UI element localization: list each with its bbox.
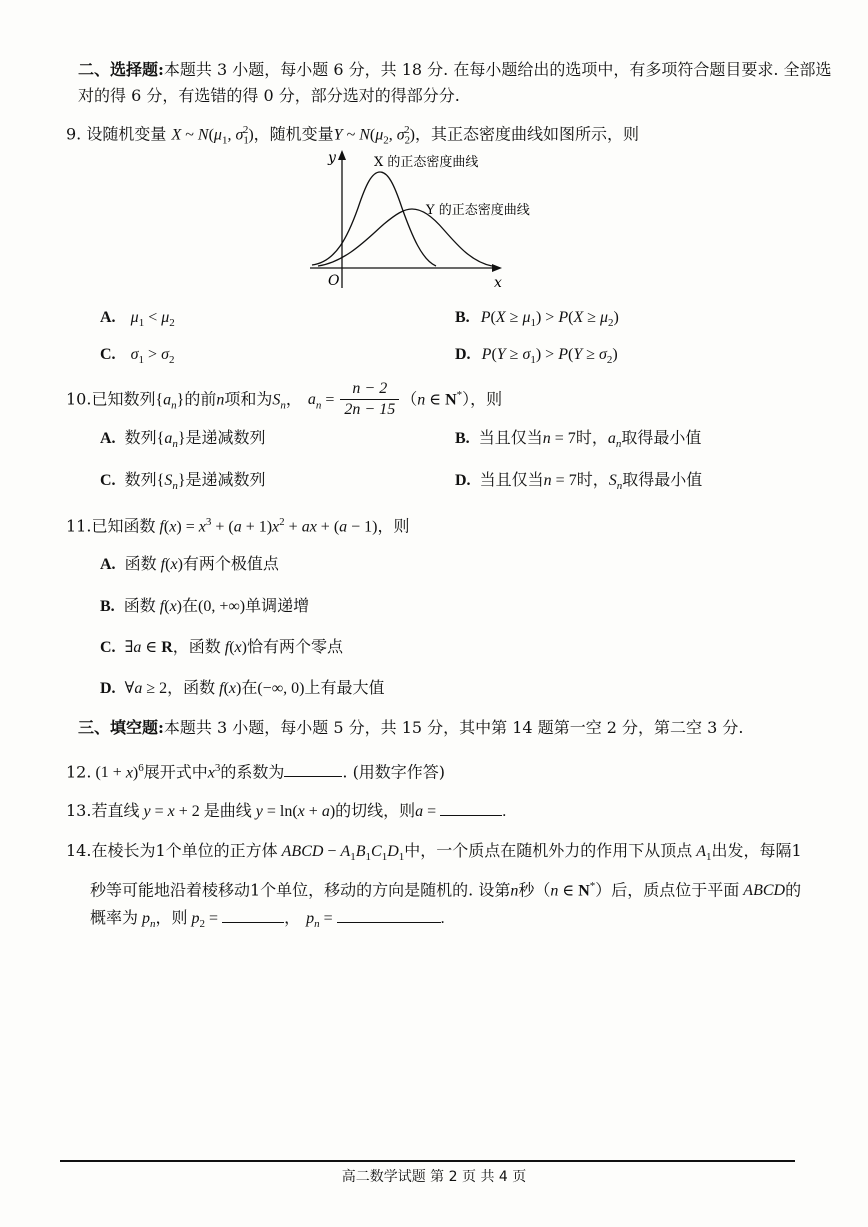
q11-option-c: C. ∃a ∈ R，函数 f(x)恰有两个零点 <box>100 637 343 656</box>
graph-origin-label: O <box>328 273 340 289</box>
q11-option-b: B. 函数 f(x)在(0, +∞)单调递增 <box>100 596 310 615</box>
q11-option-a-text1: 函数 <box>124 554 157 573</box>
graph-x-curve-label: X 的正态密度曲线 <box>374 155 479 170</box>
q10-stem-c: 项和为 <box>224 389 273 409</box>
q10-option-d-text2: 时， <box>576 470 609 489</box>
q9-stem-a: 设随机变量 <box>86 124 167 144</box>
q14-answer-blank-2[interactable] <box>337 906 441 923</box>
q11-option-c-text1: ，函数 <box>172 637 221 656</box>
q10-option-b-text3: 取得最小值 <box>621 428 702 447</box>
q11-stem: 11.已知函数 $f(x) = x^3 + (a + 1)x^2$ + ax + (a − 1)，则 <box>66 516 410 536</box>
q14-line2-b: 秒（ <box>518 880 551 900</box>
footer-rule <box>60 1160 795 1162</box>
q10-option-c: C. 数列$\{S_n\}$是递减数列 <box>100 470 266 493</box>
footer-page-info: 高二数学试题 第 2 页 共 4 页 <box>341 1169 527 1185</box>
q14-line3: 概率为 $p_n$，则 $p_2$ = ， $p_n$ = . <box>90 908 445 931</box>
q11-option-b-text1: 函数 <box>123 596 156 615</box>
q12-stem-b: 的系数为 <box>220 762 285 782</box>
q9-y-dist: Y <box>333 126 343 144</box>
q10-fraction <box>340 379 399 420</box>
q9-option-c-label: C. <box>100 346 116 363</box>
q12-stem-c: . (用数字作答) <box>342 762 446 782</box>
q11-option-c-label: C. <box>100 639 116 656</box>
q13-number: 13. <box>66 801 92 820</box>
q12-stem-a: 展开式中 <box>143 762 208 782</box>
section3-title: 三、填空题: <box>78 718 164 737</box>
q10-stem: 10.已知数列$\{a_n\}$的前n项和为$S_n$， $a_n$ = $\frac{n - 2}{2n - 15}$ （n ∈ N*），则 <box>66 380 503 419</box>
q13-stem-c: 的切线，则 <box>335 801 416 820</box>
q10-option-c-label: C. <box>100 472 116 489</box>
section2-desc-line1: 本题共 3 小题，每小题 6 分，共 18 分. 在每小题给出的选项中，有多项符合题目要求. 全部选 <box>163 60 832 79</box>
q10-option-d-text1: 当且仅当 <box>479 470 544 489</box>
q10-option-b: B. 当且仅当n = 7时，$a_n$取得最小值 <box>455 428 702 451</box>
q11-option-a: A. 函数 f(x)有两个极值点 <box>100 554 279 573</box>
q10-number: 10. <box>66 389 92 409</box>
q9-option-c: C. $\sigma_1 > \sigma_2$ <box>100 346 175 367</box>
section3-heading <box>78 717 743 739</box>
q10-option-a-text1: 数列 <box>124 428 157 447</box>
graph-axis-y-label: y <box>328 150 336 166</box>
q9-option-d: D. $P(Y \ge \sigma_1) > P(Y \ge \sigma_2)$ <box>455 346 618 367</box>
q9-option-a-label: A. <box>100 309 116 326</box>
q10-stem-a: 已知数列 <box>91 389 156 409</box>
q14-line1-b: 中，一个质点在随机外力的作用下从顶点 <box>404 841 693 860</box>
q11-option-a-label: A. <box>100 556 116 573</box>
q14-line1: 14.在棱长为1个单位的正方体 ABCD − $A_1B_1C_1D_1$中，一个质点在随机外力的作用下从顶点 $A_1$出发，每隔1 <box>66 841 802 864</box>
q10-stem-b: 的前 <box>184 389 217 409</box>
q10-option-a-text2: 是递减数列 <box>185 428 266 447</box>
section2-heading <box>78 59 832 81</box>
q11-option-b-text3: 单调递增 <box>245 596 310 615</box>
q11-stem-a: 已知函数 <box>91 516 156 536</box>
x-axis-arrow <box>492 264 502 272</box>
q13-answer-blank[interactable] <box>440 799 502 816</box>
q14-line2-c: ）后，质点位于平面 <box>595 880 740 900</box>
q9-normal-density-graph <box>296 148 530 291</box>
q11-stem-b: ，则 <box>377 516 410 536</box>
q14-number: 14. <box>66 841 92 860</box>
q11-option-b-text2: 在 <box>182 596 199 615</box>
y-axis-arrow <box>338 150 346 160</box>
q14-line1-c: 出发，每隔1 <box>711 841 802 860</box>
q9-option-d-label: D. <box>455 346 471 363</box>
graph-y-curve-label: Y 的正态密度曲线 <box>426 203 530 218</box>
x-density-curve <box>312 172 436 266</box>
q13: 13.若直线 y = x + 2 是曲线 y = ln(x + a)的切线，则a = . <box>66 801 507 820</box>
q13-stem-a: 若直线 <box>91 801 140 820</box>
q12-answer-blank[interactable] <box>284 760 342 777</box>
q11-option-d-text1: ，函数 <box>167 678 216 697</box>
q10-stem-d: ，则 <box>470 389 503 409</box>
q10-option-b-label: B. <box>455 430 470 447</box>
q11-option-d-text2: 在 <box>241 678 258 697</box>
q10-fraction-den: 2n − 15 <box>344 401 396 419</box>
section3-desc: 本题共 3 小题，每小题 5 分，共 15 分，其中第 14 题第一空 2 分，第二空 3 分. <box>163 718 744 737</box>
q14-line1-a: 在棱长为1个单位的正方体 <box>91 841 278 860</box>
q11-option-c-text2: 恰有两个零点 <box>246 637 343 656</box>
q10-option-d: D. 当且仅当n = 7时，$S_n$取得最小值 <box>455 470 703 493</box>
q14-line3-b: ，则 <box>155 908 188 927</box>
q10-option-a: A. 数列$\{a_n\}$是递减数列 <box>100 428 266 451</box>
q9-option-b: B. $P(X \ge \mu_1) > P(X \ge \mu_2)$ <box>455 309 619 330</box>
section2-title: 二、选择题: <box>78 60 164 79</box>
q9-stem-b: ，随机变量 <box>253 124 334 144</box>
section2-desc-line2: 对的得 6 分，有选错的得 0 分，部分选对的得部分分. <box>78 86 460 105</box>
q11-option-d: D. ∀a ≥ 2，函数 f(x)在(−∞, 0)上有最大值 <box>100 678 385 697</box>
q10-option-b-text2: 时， <box>575 428 608 447</box>
q9-option-b-label: B. <box>455 309 470 326</box>
q10-fraction-num: n − 2 <box>340 379 399 400</box>
q11-number: 11. <box>66 516 92 536</box>
q10-option-c-text1: 数列 <box>124 470 157 489</box>
q12-number: 12. <box>66 762 92 782</box>
q9-stem-c: ，其正态密度曲线如图所示，则 <box>414 124 639 144</box>
q11-option-d-label: D. <box>100 680 116 697</box>
q9-x-dist: X <box>171 126 182 144</box>
q14-line2-a: 秒等可能地沿着棱移动1个单位，移动的方向是随机的. 设第 <box>90 880 511 900</box>
q9-stem: 9. 设随机变量 X ~ $N(\mu_1$, $\sigma_1^2$)，随机变量Y ~ $N(\mu_2$, $\sigma_2^2$)，其正态密度曲线如图所示，则 <box>66 124 639 147</box>
q13-stem-b: 是曲线 <box>203 801 252 820</box>
q10-option-d-label: D. <box>455 472 471 489</box>
q14-line2: 秒等可能地沿着棱移动1个单位，移动的方向是随机的. 设第n秒（n ∈ N*）后，质点位于平面 ABCD的 <box>90 880 802 900</box>
q10-option-b-text1: 当且仅当 <box>478 428 543 447</box>
q10-option-d-text3: 取得最小值 <box>622 470 703 489</box>
q14-answer-blank-1[interactable] <box>222 906 284 923</box>
q10-option-a-label: A. <box>100 430 116 447</box>
q14-line2-d: 的 <box>785 880 802 900</box>
graph-axis-x-label: x <box>494 275 502 291</box>
q14-line3-a: 概率为 <box>90 908 139 927</box>
q11-option-d-text3: 上有最大值 <box>304 678 385 697</box>
q10-option-c-text2: 是递减数列 <box>185 470 266 489</box>
q9-option-a: A. $\mu_1 < \mu_2$ <box>100 309 175 330</box>
q9-number: 9. <box>66 124 82 144</box>
q11-option-a-text2: 有两个极值点 <box>182 554 279 573</box>
q12: 12. $(1 + x)^6$展开式中$x^3$的系数为 . (用数字作答) <box>66 762 446 782</box>
q11-option-b-label: B. <box>100 598 115 615</box>
